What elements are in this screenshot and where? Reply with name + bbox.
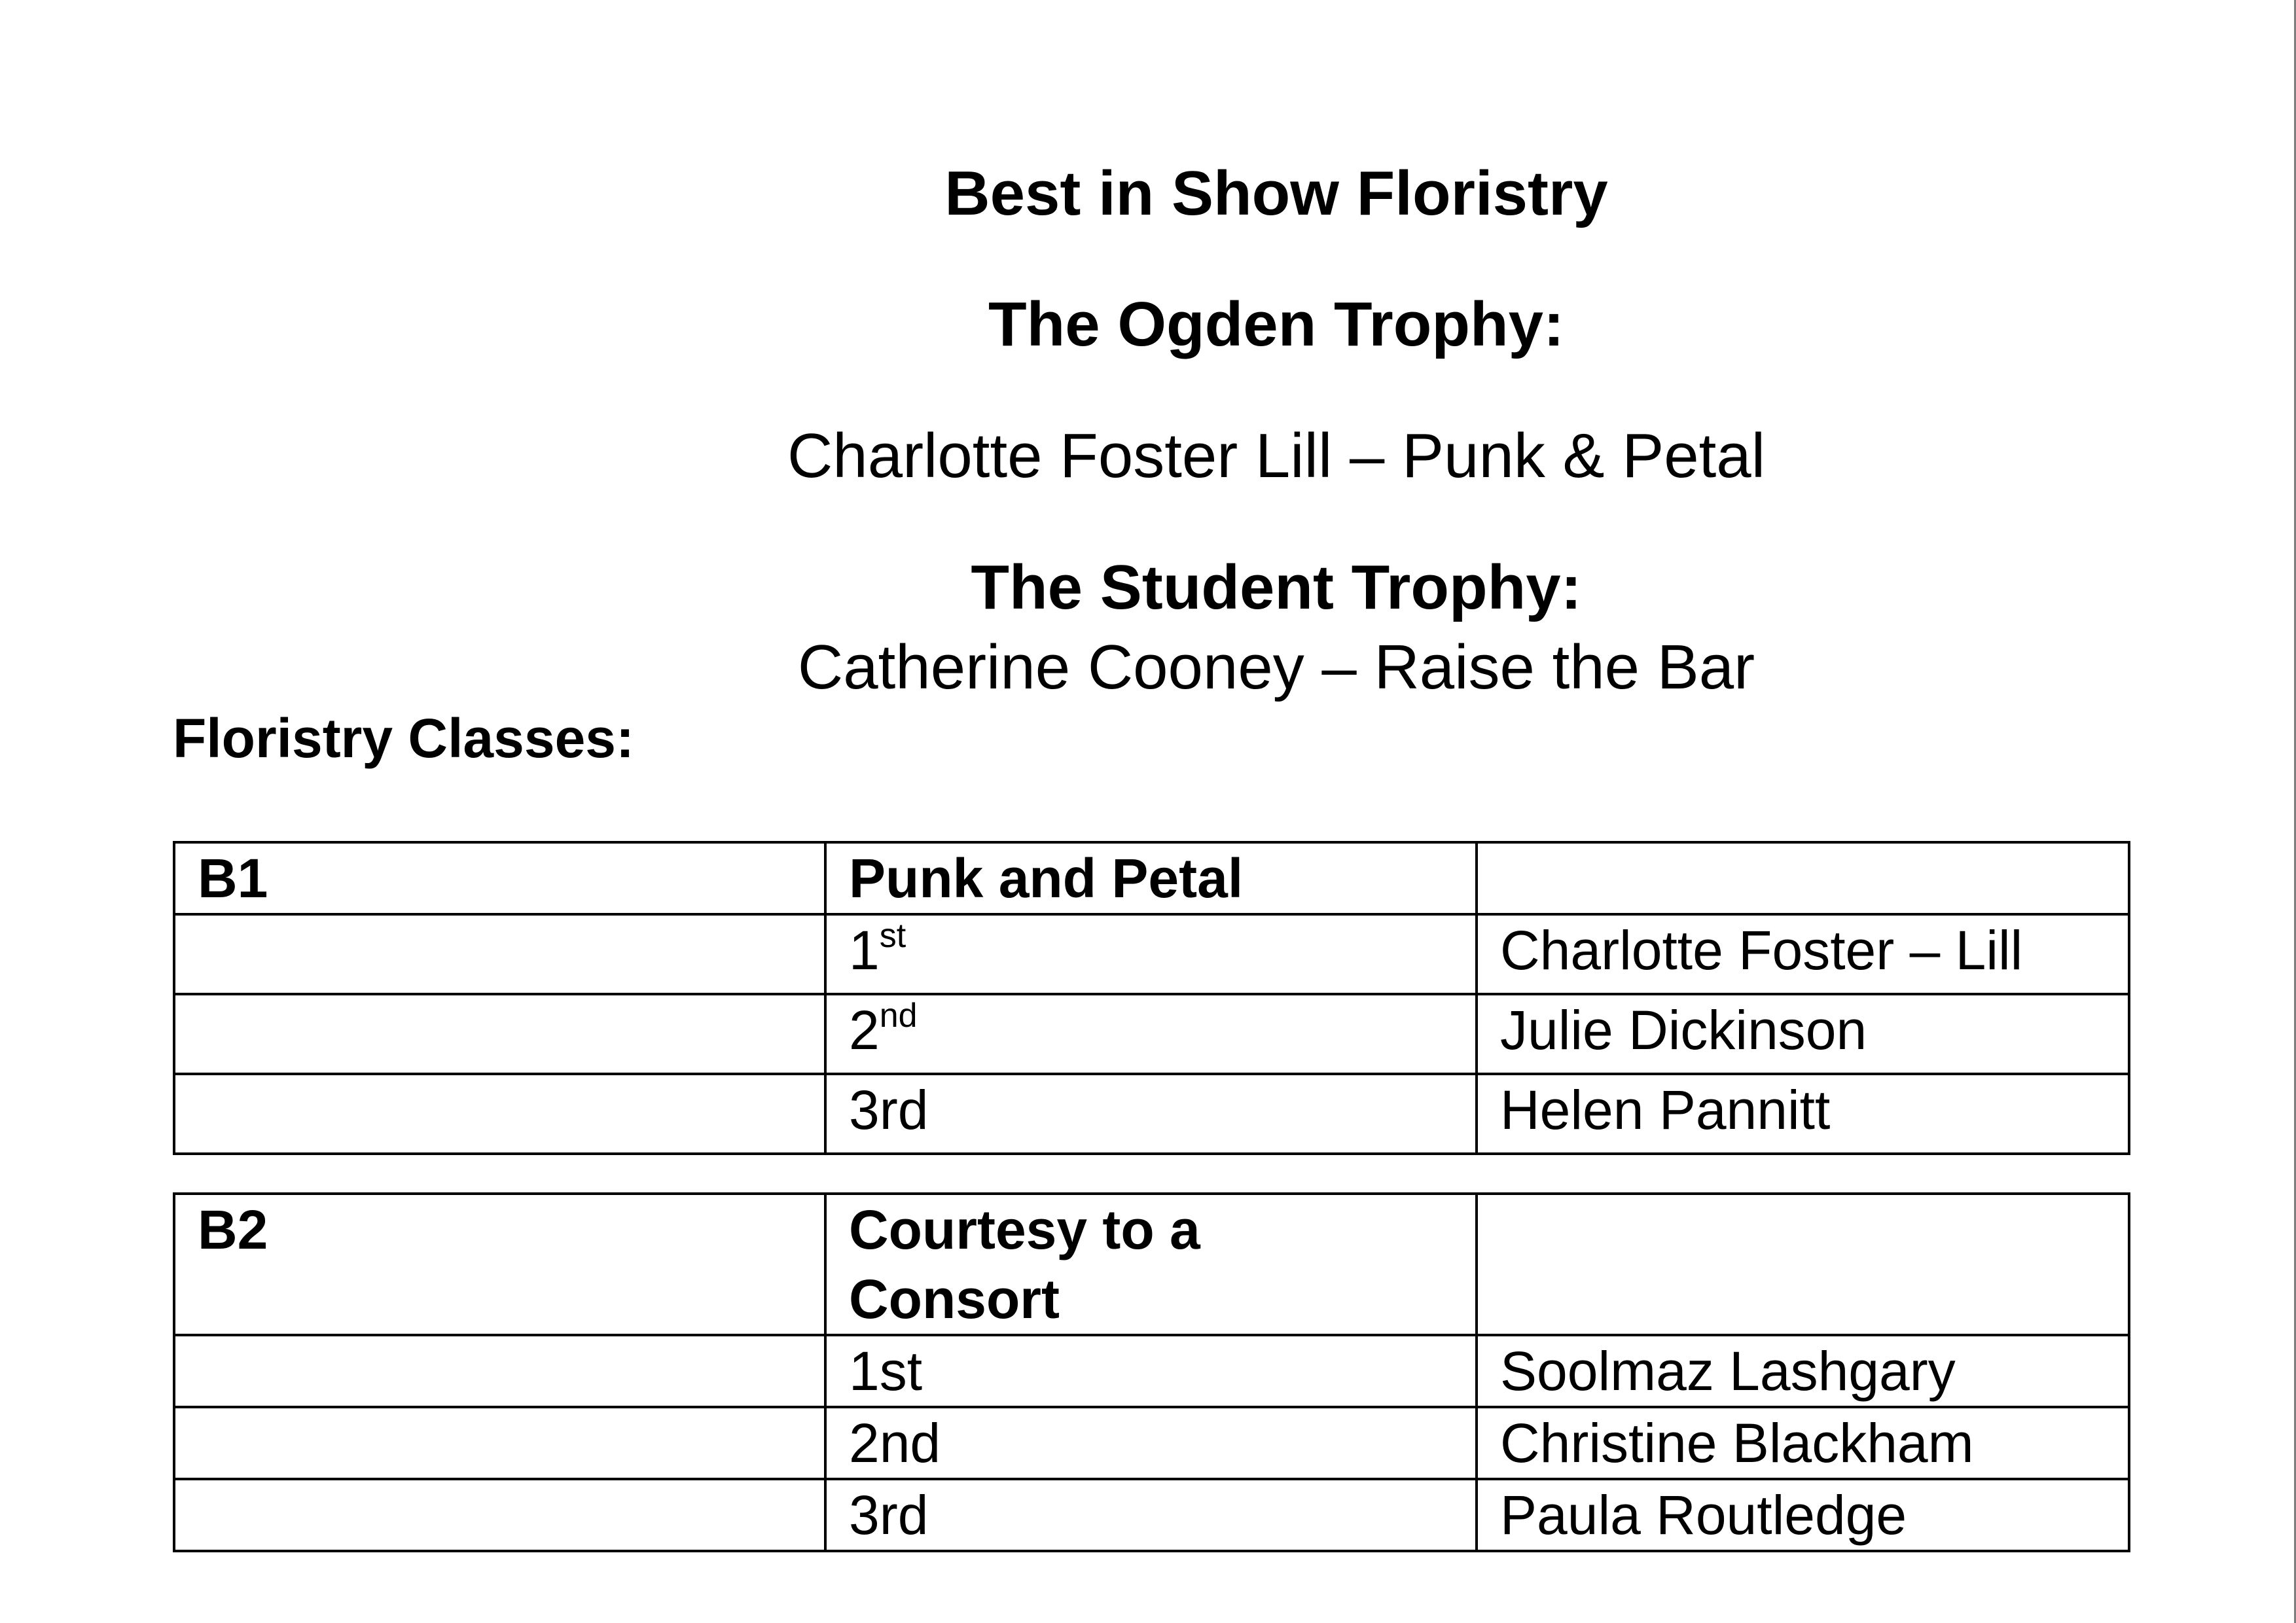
table-row	[174, 1074, 2129, 1154]
empty-cell	[1477, 1194, 2129, 1335]
class-name	[825, 1194, 1477, 1335]
placing-cell: 2nd	[825, 1407, 1477, 1479]
placing-cell: 3rd	[825, 1479, 1477, 1551]
winner-name: Julie Dickinson	[1477, 994, 2129, 1074]
student-trophy-heading: The Student Trophy:	[971, 552, 1582, 622]
empty-cell	[1477, 842, 2129, 914]
class-code: B1	[174, 842, 825, 914]
winner-name: Helen Pannitt	[1477, 1074, 2129, 1154]
class-name-line-2: Consort	[849, 1268, 1060, 1330]
winner-name: Paula Routledge	[1477, 1479, 2129, 1551]
placing-suffix: st	[879, 917, 906, 955]
empty-cell	[174, 1479, 825, 1551]
ogden-trophy-heading: The Ogden Trophy:	[988, 289, 1564, 359]
empty-cell	[174, 1074, 825, 1154]
class-b2-table	[173, 1192, 2130, 1552]
table-row	[174, 914, 2129, 994]
winner-name: Christine Blackham	[1477, 1407, 2129, 1479]
floristry-classes-heading: Floristry Classes:	[173, 707, 634, 769]
table-header-row	[174, 1194, 2129, 1335]
class-name: Punk and Petal	[825, 842, 1477, 914]
ogden-trophy-winner: Charlotte Foster Lill – Punk & Petal	[787, 421, 1766, 491]
placing-number: 3rd	[849, 1079, 929, 1141]
empty-cell	[174, 1335, 825, 1407]
winner-name: Soolmaz Lashgary	[1477, 1335, 2129, 1407]
table-row	[174, 1335, 2129, 1407]
class-b1-table	[173, 841, 2130, 1155]
class-name-line-1: Courtesy to a	[849, 1199, 1200, 1260]
table-row	[174, 1479, 2129, 1551]
table-header-row	[174, 842, 2129, 914]
class-code: B2	[174, 1194, 825, 1335]
table-row	[174, 994, 2129, 1074]
placing-cell	[825, 1074, 1477, 1154]
placing-suffix: nd	[879, 997, 918, 1035]
placing-number: 2	[849, 999, 880, 1061]
placing-cell: 1st	[825, 1335, 1477, 1407]
empty-cell	[174, 914, 825, 994]
empty-cell	[174, 994, 825, 1074]
student-trophy-winner: Catherine Cooney – Raise the Bar	[797, 632, 1755, 702]
placing-number: 1	[849, 919, 880, 981]
placing-cell	[825, 994, 1477, 1074]
winner-name: Charlotte Foster – Lill	[1477, 914, 2129, 994]
table-row	[174, 1407, 2129, 1479]
empty-cell	[174, 1407, 825, 1479]
placing-cell	[825, 914, 1477, 994]
page-title: Best in Show Floristry	[944, 158, 1608, 228]
